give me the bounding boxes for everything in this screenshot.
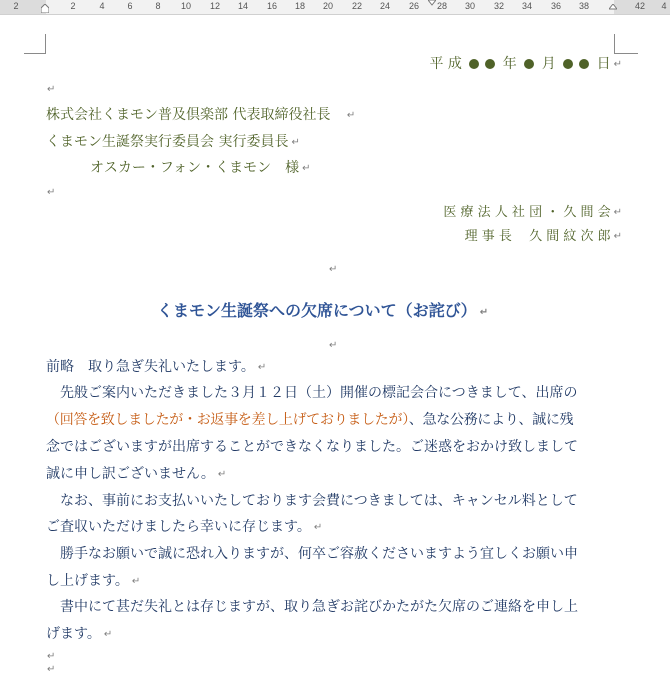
placeholder-dot-icon (563, 59, 573, 69)
date-era: 平 成 (429, 56, 462, 72)
paragraph-mark: ↵ (329, 264, 338, 275)
body-text: げます。 (46, 626, 101, 642)
ruler-number: 14 (237, 1, 249, 11)
body-paragraph-3-line-2[interactable] (46, 518, 322, 537)
body-text: 書中にて甚だ失礼とは存じますが、取り急ぎお詫びかたがた欠席のご連絡を申し上 (46, 599, 578, 615)
empty-paragraph[interactable] (326, 260, 337, 279)
sender-name: 理 事 長 久 間 紋 次 郎 (464, 229, 611, 244)
body-paragraph-1[interactable] (46, 358, 266, 377)
recipient-committee: くまモン生誕祭実行委員会 実行委員長 (46, 134, 289, 150)
recipient-line-2[interactable] (46, 133, 300, 152)
paragraph-mark: ↵ (613, 231, 622, 242)
ruler-number: 28 (436, 1, 448, 11)
page-corner-mark (45, 34, 46, 54)
paragraph-mark: ↵ (346, 110, 356, 121)
placeholder-dot-icon (524, 59, 534, 69)
ruler-number: 20 (322, 1, 334, 11)
paragraph-mark: ↵ (302, 163, 311, 174)
sender-name-line[interactable] (465, 228, 622, 246)
page-corner-mark (614, 34, 615, 54)
ruler-number: 16 (266, 1, 278, 11)
body-text: 、急な公務により、誠に残 (408, 412, 574, 428)
horizontal-ruler[interactable] (0, 0, 670, 15)
right-indent-marker[interactable] (609, 4, 617, 13)
sender-organization: 医 療 法 人 社 団 ・ 久 間 会 (443, 205, 611, 220)
ruler-number: 42 (634, 1, 646, 11)
ruler-number: 8 (155, 1, 161, 11)
ruler-number: 10 (180, 1, 192, 11)
placeholder-dot-icon (485, 59, 495, 69)
left-indent-marker[interactable] (41, 4, 49, 13)
paragraph-mark: ↵ (613, 207, 622, 218)
body-text: 先般ご案内いただきました３月１２日（土）開催の標記会合につきまして、出席の (46, 385, 578, 401)
body-paragraph-2-line-4[interactable] (46, 465, 226, 484)
body-paragraph-2-line-3[interactable] (46, 438, 578, 456)
ruler-number: 18 (294, 1, 306, 11)
body-paragraph-5-line-2[interactable] (46, 625, 112, 644)
body-paragraph-2-line-2[interactable] (46, 411, 573, 429)
paragraph-mark: ↵ (329, 340, 338, 351)
date-line[interactable] (429, 55, 622, 74)
letter-title[interactable] (157, 302, 488, 322)
ruler-number: 38 (578, 1, 590, 11)
paragraph-mark: ↵ (47, 187, 56, 198)
ruler-number: 26 (408, 1, 420, 11)
ruler-number: 6 (127, 1, 133, 11)
paragraph-mark: ↵ (103, 629, 113, 640)
body-text: なお、事前にお支払いいたしております会費につきましては、キャンセル料として (46, 493, 578, 509)
body-paragraph-5-line-1[interactable] (46, 598, 578, 616)
empty-paragraph[interactable] (44, 660, 55, 679)
body-text: し上げます。 (46, 573, 129, 589)
paragraph-mark: ↵ (313, 522, 323, 533)
ruler-number: 2 (70, 1, 76, 11)
ruler-number: 2 (13, 1, 19, 11)
placeholder-dot-icon (469, 59, 479, 69)
ruler-number: 22 (351, 1, 363, 11)
ruler-number: 12 (209, 1, 221, 11)
paragraph-mark: ↵ (47, 84, 56, 95)
date-month-unit: 月 (541, 56, 556, 72)
ruler-number: 24 (379, 1, 391, 11)
title-text: くまモン生誕祭への欠席について（お詫び） (157, 301, 477, 320)
paragraph-mark: ↵ (217, 469, 227, 480)
ruler-number: 36 (550, 1, 562, 11)
body-text: 誠に申し訳ございません。 (46, 466, 215, 482)
highlighted-option-text: （回答を致しましたが・お返事を差し上げておりましたが） (46, 412, 409, 428)
empty-paragraph[interactable] (44, 80, 55, 99)
date-year-unit: 年 (502, 56, 517, 72)
empty-paragraph[interactable] (326, 336, 337, 355)
body-paragraph-2-line-1[interactable] (46, 384, 577, 402)
recipient-company: 株式会社くまモン普及倶楽部 代表取締役社長 (46, 107, 331, 123)
paragraph-mark: ↵ (47, 651, 56, 662)
body-text: ご査収いただけましたら幸いに存じます。 (46, 519, 311, 535)
ruler-number: 32 (493, 1, 505, 11)
ruler-left-margin (0, 0, 46, 14)
paragraph-mark: ↵ (291, 137, 300, 148)
paragraph-mark: ↵ (131, 576, 141, 587)
recipient-line-1[interactable] (46, 106, 355, 125)
placeholder-dot-icon (579, 59, 589, 69)
body-paragraph-4-line-2[interactable] (46, 572, 140, 591)
first-line-indent-marker[interactable] (428, 0, 436, 9)
empty-paragraph[interactable] (44, 183, 55, 202)
paragraph-mark: ↵ (257, 362, 267, 373)
page-corner-mark (24, 53, 45, 54)
ruler-number: 4 (661, 1, 667, 11)
paragraph-mark: ↵ (613, 59, 622, 70)
paragraph-mark: ↵ (47, 664, 56, 675)
page-corner-mark (614, 53, 638, 54)
recipient-name: オスカー・フォン・くまモン 様 (90, 160, 300, 176)
sender-org-line[interactable] (443, 204, 622, 222)
body-paragraph-4-line-1[interactable] (46, 545, 578, 563)
body-text: 前略 取り急ぎ失礼いたします。 (46, 359, 255, 375)
ruler-number: 30 (464, 1, 476, 11)
ruler-number: 34 (521, 1, 533, 11)
recipient-line-3[interactable] (90, 159, 311, 178)
paragraph-mark: ↵ (479, 307, 489, 318)
body-paragraph-3-line-1[interactable] (46, 492, 578, 510)
ruler-number: 4 (99, 1, 105, 11)
body-text: 勝手なお願いで誠に恐れ入りますが、何卒ご容赦くださいますよう宜しくお願い申 (46, 546, 578, 562)
body-text: 念ではございますが出席することができなくなりました。ご迷惑をおかけ致しまして (46, 439, 578, 455)
date-day-unit: 日 (596, 56, 611, 72)
